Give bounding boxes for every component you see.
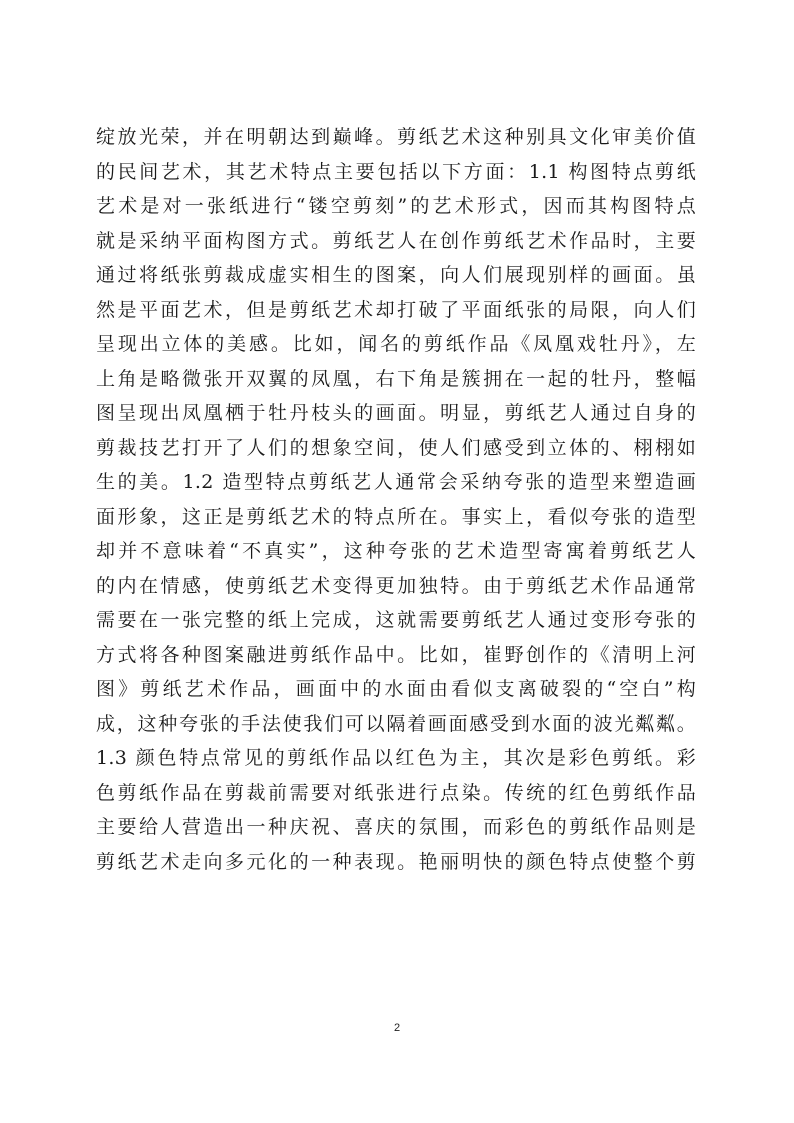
text-line: 方式将各种图案融进剪纸作品中。比如，崔野创作的《清明上河 — [96, 643, 696, 666]
text-line: 绽放光荣，并在明朝达到巅峰。剪纸艺术这种别具文化审美价值 — [96, 126, 696, 148]
text-line: 1.3 颜色特点常见的剪纸作品以红色为主，其次是彩色剪纸。彩 — [96, 747, 696, 769]
text-line: 生的美。1.2 造型特点剪纸艺人通常会采纳夸张的造型来塑造画 — [96, 471, 696, 493]
text-line: 面形象，这正是剪纸艺术的特点所在。事实上，看似夸张的造型 — [96, 505, 696, 528]
body-paragraph — [96, 120, 696, 879]
text-line: 就是采纳平面构图方式。剪纸艺人在创作剪纸艺术作品时，主要 — [96, 229, 696, 252]
text-line: 呈现出立体的美感。比如，闻名的剪纸作品《凤凰戏牡丹》，左 — [96, 333, 696, 355]
text-line: 艺术是对一张纸进行“镂空剪刻”的艺术形式，因而其构图特点 — [96, 195, 696, 217]
text-line: 剪裁技艺打开了人们的想象空间，使人们感受到立体的、栩栩如 — [96, 436, 696, 459]
text-line: 然是平面艺术，但是剪纸艺术却打破了平面纸张的局限，向人们 — [96, 298, 696, 321]
text-line: 通过将纸张剪裁成虚实相生的图案，向人们展现别样的画面。虽 — [96, 264, 696, 286]
text-line: 需要在一张完整的纸上完成，这就需要剪纸艺人通过变形夸张的 — [96, 609, 696, 631]
text-line: 却并不意味着“不真实”，这种夸张的艺术造型寄寓着剪纸艺人 — [96, 540, 696, 562]
page-number: 2 — [393, 1022, 401, 1034]
text-line: 的民间艺术，其艺术特点主要包括以下方面：1.1 构图特点剪纸 — [96, 160, 696, 183]
text-line: 成，这种夸张的手法使我们可以隔着画面感受到水面的波光粼粼。 — [96, 712, 696, 735]
text-line: 色剪纸作品在剪裁前需要对纸张进行点染。传统的红色剪纸作品 — [96, 781, 696, 804]
text-line: 图呈现出凤凰栖于牡丹枝头的画面。明显，剪纸艺人通过自身的 — [96, 402, 696, 424]
text-line: 剪纸艺术走向多元化的一种表现。艳丽明快的颜色特点使整个剪 — [96, 850, 696, 873]
text-line: 主要给人营造出一种庆祝、喜庆的氛围，而彩色的剪纸作品则是 — [96, 816, 696, 838]
text-line: 上角是略微张开双翼的凤凰，右下角是簇拥在一起的牡丹，整幅 — [96, 367, 696, 390]
text-line: 的内在情感，使剪纸艺术变得更加独特。由于剪纸艺术作品通常 — [96, 574, 696, 597]
text-line: 图》剪纸艺术作品，画面中的水面由看似支离破裂的“空白”构 — [96, 678, 696, 700]
